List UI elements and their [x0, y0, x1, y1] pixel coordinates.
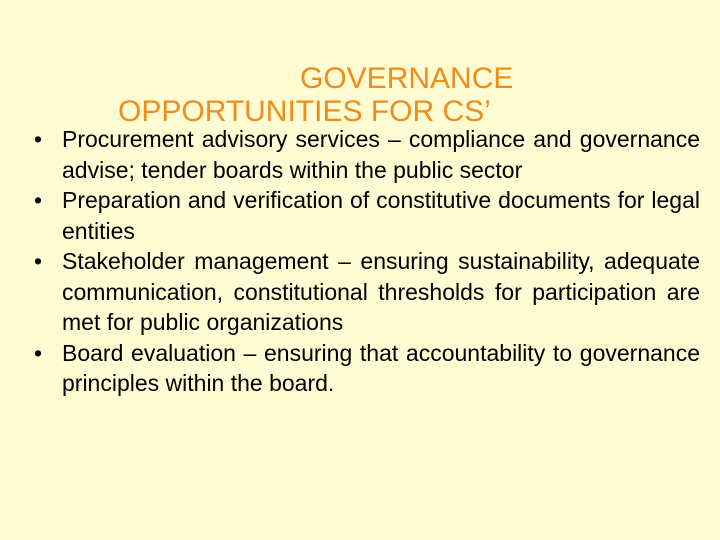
bullet-dot-icon: •: [33, 187, 43, 213]
bullet-list: [28, 124, 700, 399]
bullet-text: Board evaluation – ensuring that accountability to governance principles within the board.: [62, 339, 700, 396]
bullet-text: Preparation and verification of constitutive documents for legal entities: [62, 187, 700, 244]
slide-title-line-2: OPPORTUNITIES FOR CS’: [118, 95, 491, 128]
bullet-text: Procurement advisory services – compliance and governance advise; tender boards within the public sector: [62, 126, 700, 183]
bullet-dot-icon: •: [33, 126, 43, 152]
bullet-item: [28, 124, 700, 185]
bullet-item: [28, 185, 700, 246]
bullet-dot-icon: •: [33, 339, 43, 366]
bullet-item: [28, 246, 700, 338]
bullet-text: Stakeholder management – ensuring sustainability, adequate communication, constitutional thresholds for participation are met for public organizations: [62, 248, 700, 335]
bullet-dot-icon: •: [33, 248, 43, 274]
slide-title-line-1: GOVERNANCE: [300, 62, 514, 95]
bullet-item: [28, 338, 700, 399]
